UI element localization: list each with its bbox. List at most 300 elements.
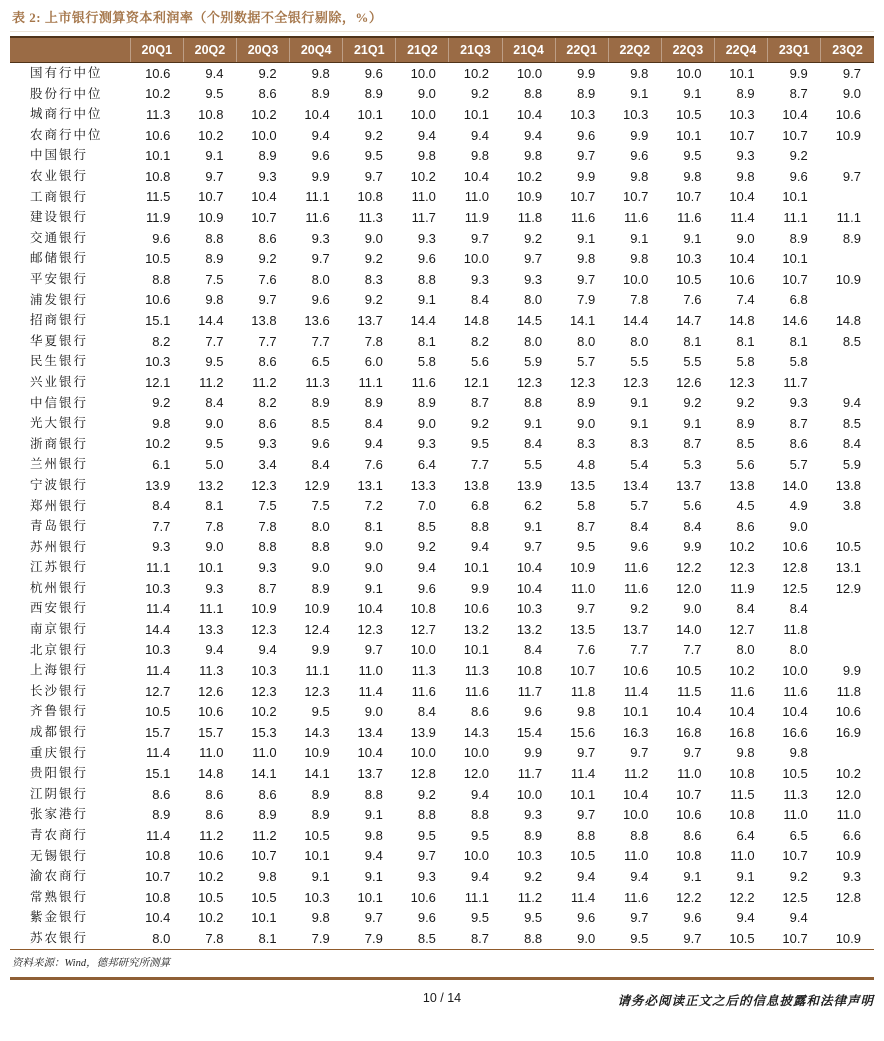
- value-cell: 9.1: [736, 868, 755, 884]
- value-cell: 13.8: [251, 312, 277, 328]
- value-cell: 10.1: [251, 910, 277, 926]
- row-label: 南京银行: [30, 622, 89, 637]
- value-cell: 12.5: [782, 889, 808, 905]
- value-cell: 5.6: [683, 498, 702, 514]
- value-cell: 9.5: [205, 86, 224, 102]
- value-cell: 11.2: [199, 827, 224, 843]
- value-cell: 9.1: [524, 518, 543, 534]
- value-cell: 11.6: [624, 209, 649, 225]
- value-cell: 10.2: [729, 663, 755, 679]
- table-row: [10, 804, 874, 825]
- value-cell: 14.8: [729, 312, 755, 328]
- value-cell: 8.6: [683, 827, 702, 843]
- value-cell: 11.1: [199, 601, 224, 617]
- value-cell: 11.6: [305, 209, 330, 225]
- value-cell: 13.3: [198, 621, 224, 637]
- value-cell: 11.7: [517, 765, 543, 781]
- value-cell: 9.3: [205, 580, 224, 596]
- value-cell: 9.5: [470, 436, 490, 452]
- value-cell: 8.8: [470, 518, 490, 534]
- value-cell: 5.5: [524, 457, 543, 473]
- value-cell: 9.1: [577, 230, 596, 246]
- value-cell: 12.8: [782, 560, 808, 576]
- row-label: 股份行中位: [30, 86, 103, 101]
- value-cell: 9.2: [736, 395, 755, 411]
- value-cell: 5.8: [736, 354, 755, 370]
- value-cell: 11.0: [570, 580, 596, 596]
- table-row: [10, 516, 874, 537]
- value-cell: 9.6: [683, 910, 702, 926]
- value-cell: 14.4: [145, 621, 171, 637]
- value-cell: 10.5: [145, 251, 171, 267]
- value-cell: 10.2: [198, 868, 224, 884]
- value-cell: 7.8: [205, 518, 224, 534]
- value-cell: 8.4: [364, 415, 383, 431]
- value-cell: 10.6: [729, 271, 755, 287]
- value-cell: 13.2: [516, 621, 543, 637]
- value-cell: 13.7: [676, 477, 702, 493]
- value-cell: 13.4: [357, 724, 383, 740]
- value-cell: 8.8: [258, 539, 277, 555]
- empty-corner-cell: [10, 37, 130, 63]
- value-cell: 12.3: [304, 683, 330, 699]
- value-cell: 9.4: [470, 868, 490, 884]
- value-cell: 8.9: [311, 86, 330, 102]
- value-cell: 11.6: [677, 209, 702, 225]
- value-cell: 9.7: [842, 168, 861, 184]
- value-cell: 7.5: [311, 498, 330, 514]
- value-cell: 11.4: [358, 683, 383, 699]
- value-cell: 9.5: [630, 930, 649, 946]
- page-footer: [10, 991, 874, 1009]
- value-cell: 10.4: [729, 251, 755, 267]
- value-cell: 8.8: [524, 930, 543, 946]
- value-cell: [821, 248, 874, 269]
- value-cell: 10.4: [729, 704, 755, 720]
- value-cell: 10.0: [463, 745, 490, 761]
- value-cell: 10.0: [516, 65, 543, 81]
- value-cell: 9.3: [417, 230, 436, 246]
- value-cell: 8.1: [364, 518, 383, 534]
- value-cell: 14.0: [676, 621, 702, 637]
- value-cell: [821, 290, 874, 311]
- value-cell: 12.0: [835, 786, 861, 802]
- value-cell: 8.6: [736, 518, 755, 534]
- value-cell: 5.5: [683, 354, 702, 370]
- row-label: 北京银行: [30, 642, 89, 657]
- value-cell: 9.7: [364, 642, 383, 658]
- value-cell: 10.4: [516, 580, 543, 596]
- value-cell: 10.0: [410, 106, 436, 122]
- value-cell: 9.0: [311, 560, 330, 576]
- value-cell: 9.6: [630, 539, 649, 555]
- column-header: 20Q2: [183, 37, 236, 63]
- value-cell: 8.6: [258, 354, 277, 370]
- value-cell: 7.7: [258, 333, 277, 349]
- value-cell: 5.6: [736, 457, 755, 473]
- value-cell: 11.1: [305, 663, 330, 679]
- value-cell: 10.9: [251, 601, 277, 617]
- value-cell: 9.7: [683, 930, 702, 946]
- value-cell: 9.3: [470, 271, 490, 287]
- value-cell: 5.8: [577, 498, 596, 514]
- value-cell: 10.9: [835, 127, 861, 143]
- table-row: [10, 269, 874, 290]
- value-cell: 9.3: [258, 436, 277, 452]
- value-cell: 6.0: [364, 354, 383, 370]
- value-cell: 16.8: [729, 724, 755, 740]
- value-cell: 8.6: [152, 786, 171, 802]
- value-cell: 6.5: [311, 354, 330, 370]
- value-cell: 10.3: [676, 251, 702, 267]
- value-cell: 12.1: [145, 374, 171, 390]
- row-label: 成都银行: [30, 725, 89, 740]
- value-cell: 10.6: [676, 807, 702, 823]
- row-label: 重庆银行: [30, 745, 89, 760]
- value-cell: 3.8: [842, 498, 861, 514]
- table-row: [10, 825, 874, 846]
- value-cell: 15.6: [569, 724, 596, 740]
- value-cell: 10.3: [729, 106, 755, 122]
- value-cell: 11.2: [199, 374, 224, 390]
- value-cell: 8.4: [152, 498, 171, 514]
- row-label: 工商银行: [30, 189, 89, 204]
- value-cell: 10.2: [145, 86, 171, 102]
- value-cell: 10.5: [782, 765, 808, 781]
- value-cell: 10.7: [782, 271, 808, 287]
- table-row: [10, 907, 874, 928]
- value-cell: 8.7: [470, 395, 490, 411]
- value-cell: 10.6: [835, 106, 861, 122]
- value-cell: 9.0: [417, 86, 436, 102]
- value-cell: 11.0: [252, 745, 277, 761]
- value-cell: 9.8: [311, 65, 330, 81]
- row-label: 苏农银行: [30, 930, 89, 945]
- value-cell: 8.0: [789, 642, 808, 658]
- value-cell: 9.9: [524, 745, 543, 761]
- value-cell: 8.8: [524, 395, 543, 411]
- value-cell: 8.8: [630, 827, 649, 843]
- value-cell: 9.9: [577, 65, 596, 81]
- value-cell: 10.0: [410, 65, 436, 81]
- value-cell: 10.5: [198, 889, 224, 905]
- value-cell: 10.1: [676, 127, 702, 143]
- value-cell: 13.8: [835, 477, 861, 493]
- row-label: 苏州银行: [30, 539, 89, 554]
- value-cell: 10.8: [516, 663, 543, 679]
- value-cell: 9.7: [417, 848, 436, 864]
- value-cell: 11.3: [199, 663, 224, 679]
- value-cell: 10.2: [410, 168, 436, 184]
- value-cell: 5.9: [842, 457, 861, 473]
- value-cell: 10.7: [569, 189, 596, 205]
- table-row: [10, 393, 874, 414]
- value-cell: 9.3: [736, 148, 755, 164]
- value-cell: 8.7: [789, 86, 808, 102]
- value-cell: 9.3: [258, 560, 277, 576]
- value-cell: 8.1: [736, 333, 755, 349]
- value-cell: 15.3: [251, 724, 277, 740]
- value-cell: 12.3: [516, 374, 543, 390]
- value-cell: 9.1: [630, 395, 649, 411]
- value-cell: 10.1: [569, 786, 596, 802]
- value-cell: 8.8: [417, 271, 436, 287]
- value-cell: 9.8: [683, 168, 702, 184]
- source-note: 资料来源：Wind，德邦研究所测算: [12, 957, 171, 969]
- value-cell: 11.0: [730, 848, 755, 864]
- value-cell: 9.7: [524, 539, 543, 555]
- value-cell: 10.1: [198, 560, 224, 576]
- value-cell: 9.8: [524, 148, 543, 164]
- row-label: 华夏银行: [30, 333, 89, 348]
- row-label: 江阴银行: [30, 786, 89, 801]
- value-cell: 10.6: [198, 704, 224, 720]
- value-cell: 9.9: [470, 580, 490, 596]
- table-row: [10, 310, 874, 331]
- row-label: 齐鲁银行: [30, 704, 89, 719]
- value-cell: 9.6: [789, 168, 808, 184]
- table-row: [10, 166, 874, 187]
- value-cell: 10.8: [145, 889, 171, 905]
- value-cell: 7.9: [311, 930, 330, 946]
- value-cell: 5.7: [789, 457, 808, 473]
- value-cell: 5.7: [577, 354, 596, 370]
- value-cell: 9.3: [417, 436, 436, 452]
- value-cell: 12.3: [623, 374, 649, 390]
- value-cell: 9.0: [364, 704, 383, 720]
- value-cell: 10.6: [623, 663, 649, 679]
- value-cell: 10.6: [782, 539, 808, 555]
- value-cell: 8.8: [524, 86, 543, 102]
- value-cell: 10.4: [251, 189, 277, 205]
- table-row: [10, 557, 874, 578]
- value-cell: 9.4: [417, 560, 436, 576]
- value-cell: 11.5: [677, 683, 702, 699]
- value-cell: 14.1: [304, 765, 330, 781]
- table-row: [10, 722, 874, 743]
- value-cell: [821, 619, 874, 640]
- value-cell: 10.6: [835, 704, 861, 720]
- table-row: [10, 846, 874, 867]
- value-cell: 9.2: [364, 251, 383, 267]
- row-label: 渝农商行: [30, 869, 89, 884]
- value-cell: 9.4: [470, 786, 490, 802]
- row-label: 无锡银行: [30, 848, 89, 863]
- header-row: [10, 37, 874, 63]
- value-cell: 6.8: [470, 498, 490, 514]
- column-header: 23Q2: [821, 37, 874, 63]
- value-cell: 10.2: [516, 168, 543, 184]
- value-cell: 10.9: [835, 848, 861, 864]
- value-cell: 9.0: [417, 415, 436, 431]
- value-cell: 10.3: [251, 663, 277, 679]
- value-cell: 9.2: [417, 539, 436, 555]
- value-cell: 8.3: [364, 271, 383, 287]
- value-cell: 10.1: [463, 642, 490, 658]
- value-cell: 7.5: [205, 271, 224, 287]
- value-cell: 9.1: [630, 86, 649, 102]
- value-cell: 11.4: [146, 663, 171, 679]
- value-cell: 12.0: [676, 580, 702, 596]
- value-cell: 8.9: [311, 807, 330, 823]
- value-cell: 9.2: [258, 251, 277, 267]
- value-cell: 9.5: [417, 827, 436, 843]
- value-cell: 8.4: [524, 642, 543, 658]
- value-cell: 11.2: [517, 889, 543, 905]
- value-cell: 9.1: [683, 86, 702, 102]
- value-cell: 10.6: [410, 889, 436, 905]
- table-row: [10, 660, 874, 681]
- value-cell: 9.8: [577, 251, 596, 267]
- value-cell: 9.5: [205, 436, 224, 452]
- value-cell: 8.0: [152, 930, 171, 946]
- value-cell: 15.1: [145, 765, 171, 781]
- value-cell: 10.2: [198, 910, 224, 926]
- value-cell: 8.5: [842, 333, 861, 349]
- table-row: [10, 187, 874, 208]
- value-cell: 9.1: [311, 868, 330, 884]
- row-label: 招商银行: [30, 313, 89, 328]
- value-cell: 8.0: [736, 642, 755, 658]
- value-cell: 5.9: [524, 354, 543, 370]
- row-label: 青农商行: [30, 828, 89, 843]
- value-cell: 9.2: [470, 86, 490, 102]
- value-cell: 9.5: [364, 148, 383, 164]
- value-cell: 9.1: [417, 292, 436, 308]
- value-cell: 8.0: [630, 333, 649, 349]
- value-cell: 11.6: [624, 889, 649, 905]
- table-row: [10, 454, 874, 475]
- value-cell: 8.9: [577, 395, 596, 411]
- value-cell: 11.7: [517, 683, 543, 699]
- value-cell: 13.9: [145, 477, 171, 493]
- row-label: 长沙银行: [30, 683, 89, 698]
- value-cell: 14.1: [569, 312, 596, 328]
- value-cell: 9.3: [417, 868, 436, 884]
- table-row: [10, 598, 874, 619]
- value-cell: 11.9: [146, 209, 171, 225]
- value-cell: 11.0: [783, 807, 808, 823]
- value-cell: 10.9: [304, 745, 330, 761]
- row-label: 交通银行: [30, 230, 89, 245]
- value-cell: 9.8: [630, 65, 649, 81]
- value-cell: 11.8: [836, 683, 861, 699]
- value-cell: 9.9: [311, 168, 330, 184]
- value-cell: 9.0: [577, 415, 596, 431]
- table-row: [10, 228, 874, 249]
- value-cell: 10.9: [304, 601, 330, 617]
- value-cell: 11.1: [146, 560, 171, 576]
- value-cell: 11.6: [411, 374, 436, 390]
- value-cell: 9.8: [258, 868, 277, 884]
- value-cell: 8.4: [311, 457, 330, 473]
- value-cell: 10.1: [623, 704, 649, 720]
- value-cell: 11.4: [730, 209, 755, 225]
- value-cell: 9.6: [524, 704, 543, 720]
- value-cell: 9.7: [577, 148, 596, 164]
- column-header: 21Q1: [343, 37, 396, 63]
- table-row: [10, 681, 874, 702]
- value-cell: 10.6: [145, 127, 171, 143]
- value-cell: 12.9: [304, 477, 330, 493]
- value-cell: 9.8: [789, 745, 808, 761]
- table-row: [10, 290, 874, 311]
- value-cell: 11.0: [836, 807, 861, 823]
- value-cell: 14.3: [463, 724, 490, 740]
- value-cell: 7.7: [630, 642, 649, 658]
- value-cell: 13.8: [729, 477, 755, 493]
- value-cell: 9.4: [470, 127, 490, 143]
- table-row: [10, 701, 874, 722]
- value-cell: 7.6: [258, 271, 277, 287]
- value-cell: 9.6: [152, 230, 171, 246]
- value-cell: 10.4: [782, 704, 808, 720]
- value-cell: 12.2: [676, 560, 702, 576]
- row-label: 农业银行: [30, 169, 89, 184]
- row-label: 邮储银行: [30, 251, 89, 266]
- value-cell: 9.9: [630, 127, 649, 143]
- value-cell: 8.7: [683, 436, 702, 452]
- value-cell: 4.5: [736, 498, 755, 514]
- value-cell: 9.6: [311, 148, 330, 164]
- value-cell: 8.6: [789, 436, 808, 452]
- value-cell: 9.8: [205, 292, 224, 308]
- value-cell: 11.4: [570, 765, 596, 781]
- value-cell: 9.6: [630, 148, 649, 164]
- bank-roe-table: [10, 36, 874, 950]
- value-cell: 9.1: [524, 415, 543, 431]
- value-cell: 11.6: [464, 683, 490, 699]
- value-cell: 10.8: [145, 848, 171, 864]
- value-cell: 5.0: [205, 457, 224, 473]
- value-cell: [821, 351, 874, 372]
- value-cell: 8.7: [789, 415, 808, 431]
- value-cell: 10.4: [729, 189, 755, 205]
- value-cell: 11.6: [730, 683, 755, 699]
- value-cell: 9.5: [683, 148, 702, 164]
- row-label: 中国银行: [30, 148, 89, 163]
- value-cell: 9.7: [683, 745, 702, 761]
- value-cell: 16.6: [782, 724, 808, 740]
- value-cell: 10.0: [623, 271, 649, 287]
- value-cell: 10.4: [357, 745, 383, 761]
- value-cell: 7.7: [311, 333, 330, 349]
- value-cell: 6.4: [417, 457, 436, 473]
- value-cell: 8.1: [683, 333, 702, 349]
- value-cell: 8.1: [205, 498, 224, 514]
- value-cell: 9.4: [524, 127, 543, 143]
- row-label: 宁波银行: [30, 477, 89, 492]
- value-cell: 8.9: [364, 86, 383, 102]
- table-row: [10, 743, 874, 764]
- value-cell: 9.2: [524, 868, 543, 884]
- value-cell: 9.7: [205, 168, 224, 184]
- value-cell: 12.3: [251, 477, 277, 493]
- value-cell: 9.8: [311, 910, 330, 926]
- value-cell: 5.3: [683, 457, 702, 473]
- value-cell: 9.1: [364, 807, 383, 823]
- value-cell: 8.5: [736, 436, 755, 452]
- value-cell: 9.0: [205, 539, 224, 555]
- value-cell: 8.3: [577, 436, 596, 452]
- column-header: 22Q4: [714, 37, 767, 63]
- value-cell: 12.5: [782, 580, 808, 596]
- value-cell: 12.3: [729, 560, 755, 576]
- value-cell: 3.4: [258, 457, 277, 473]
- value-cell: 11.2: [252, 374, 277, 390]
- value-cell: 7.7: [470, 457, 490, 473]
- value-cell: 8.5: [417, 930, 436, 946]
